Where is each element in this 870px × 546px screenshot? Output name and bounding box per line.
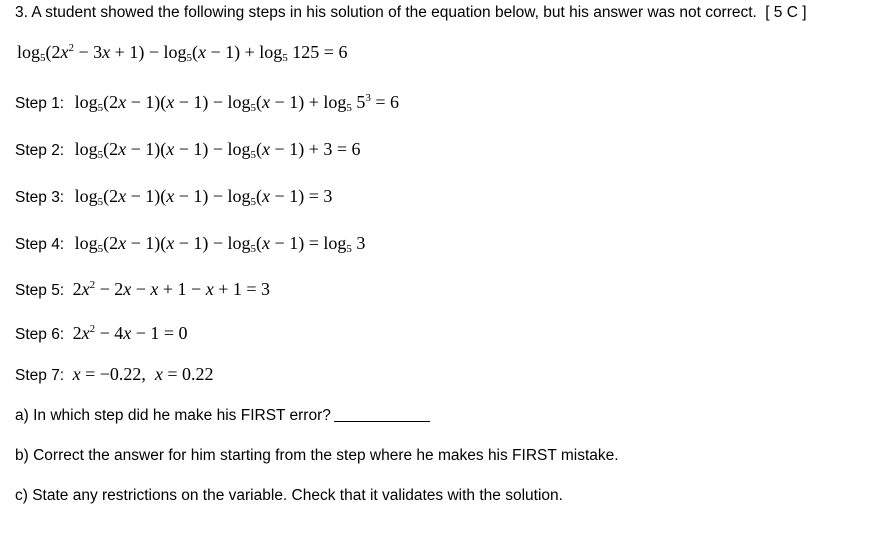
step-1-equation: $\log_5(2x - 1)(x - 1) - \log_5(x - 1) + \log_5 5^3 = 6$ bbox=[74, 92, 400, 114]
step-5 bbox=[15, 279, 270, 300]
question-header bbox=[15, 4, 807, 22]
part-c-text: c) State any restrictions on the variable. Check that it validates with the solution. bbox=[15, 487, 563, 504]
question-text: 3. A student showed the following steps in his solution of the equation below, but his answer was not correct. bbox=[15, 4, 757, 21]
step-label: Step 4: bbox=[15, 236, 65, 253]
answer-blank bbox=[334, 407, 430, 422]
step-label: Step 2: bbox=[15, 142, 65, 159]
step-6 bbox=[15, 323, 188, 344]
step-3 bbox=[15, 186, 332, 208]
step-5-equation: $2x^2 - 2x - x + 1 - x + 1 = 3$ bbox=[72, 279, 271, 299]
step-7 bbox=[15, 364, 214, 385]
part-a bbox=[15, 407, 430, 425]
step-3-equation: $\log_5(2x - 1)(x - 1) - \log_5(x - 1) = 3$ bbox=[74, 186, 333, 208]
step-label: Step 1: bbox=[15, 95, 65, 112]
part-a-text: a) In which step did he make his FIRST error? bbox=[15, 407, 331, 424]
step-4-equation: $\log_5(2x - 1)(x - 1) - \log_5(x - 1) = \log_5 3$ bbox=[74, 233, 366, 255]
step-4 bbox=[15, 233, 365, 255]
step-label: Step 5: bbox=[15, 282, 65, 299]
marks-badge: [ 5 C ] bbox=[765, 4, 807, 21]
step-6-equation: $2x^2 - 4x - 1 = 0$ bbox=[72, 323, 188, 343]
step-2-equation: $\log_5(2x - 1)(x - 1) - \log_5(x - 1) + 3 = 6$ bbox=[74, 139, 361, 161]
step-1 bbox=[15, 92, 399, 114]
step-2 bbox=[15, 139, 361, 161]
original-equation: $\log_5(2x^2 - 3x + 1) - \log_5(x - 1) + \log_5 125 = 6$ bbox=[17, 42, 348, 64]
step-label: Step 3: bbox=[15, 189, 65, 206]
part-b-text: b) Correct the answer for him starting from the step where he makes his FIRST mistake. bbox=[15, 447, 619, 464]
part-b bbox=[15, 447, 619, 465]
step-7-equation: x = −0.22, x = 0.22 bbox=[72, 364, 214, 384]
part-c bbox=[15, 487, 563, 505]
step-label: Step 6: bbox=[15, 326, 65, 343]
step-label: Step 7: bbox=[15, 367, 65, 384]
